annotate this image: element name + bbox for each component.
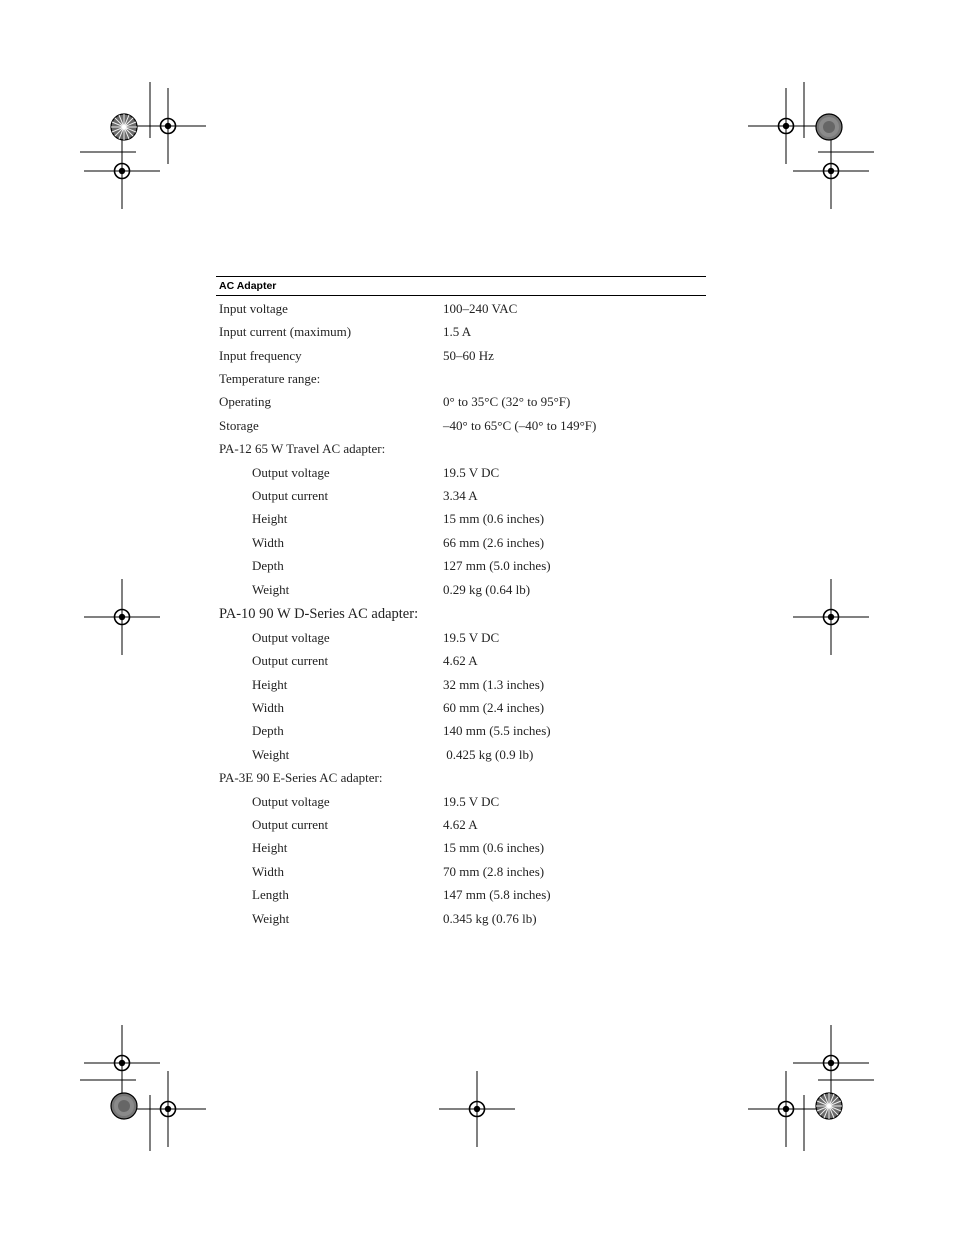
registration-mark-icon — [793, 133, 869, 209]
spec-label: Input current (maximum) — [219, 324, 352, 339]
table-row — [216, 699, 706, 721]
table-row — [216, 676, 706, 698]
registration-mark-icon — [84, 1025, 160, 1101]
gray-target-icon — [816, 114, 842, 140]
table-row — [216, 816, 706, 838]
spec-label: PA-3E 90 E-Series AC adapter: — [219, 770, 383, 785]
spec-value: 127 mm (5.0 inches) — [443, 558, 551, 573]
table-row — [216, 910, 706, 932]
spec-label: Height — [252, 840, 288, 855]
spec-value: 15 mm (0.6 inches) — [443, 511, 545, 526]
spec-value: –40° to 65°C (–40° to 149°F) — [443, 418, 597, 433]
spec-value: 3.34 A — [443, 488, 478, 503]
spec-value: 0.425 kg (0.9 lb) — [443, 747, 534, 762]
table-row — [216, 464, 706, 486]
spec-label: Height — [252, 677, 288, 692]
gray-target-icon — [111, 1093, 137, 1119]
table-row — [216, 746, 706, 768]
registration-mark-icon — [130, 88, 206, 164]
table-row — [216, 300, 706, 322]
spec-label: Width — [252, 864, 284, 879]
registration-mark-icon — [748, 1071, 824, 1147]
spec-value: 66 mm (2.6 inches) — [443, 535, 545, 550]
spec-label: Depth — [252, 723, 284, 738]
table-row — [216, 769, 706, 791]
spec-label: Output current — [252, 488, 329, 503]
table-row — [216, 487, 706, 509]
spec-value: 140 mm (5.5 inches) — [443, 723, 551, 738]
registration-mark-icon — [793, 1025, 869, 1101]
spec-value: 50–60 Hz — [443, 348, 494, 363]
table-row — [216, 440, 706, 462]
ac-adapter-spec-table — [216, 276, 706, 926]
table-row — [216, 581, 706, 603]
spec-value: 147 mm (5.8 inches) — [443, 887, 551, 902]
spec-label: Output voltage — [252, 630, 330, 645]
table-row — [216, 629, 706, 651]
spec-label: Output current — [252, 653, 329, 668]
table-row — [216, 534, 706, 556]
registration-mark-icon — [793, 579, 869, 655]
spec-value: 0° to 35°C (32° to 95°F) — [443, 394, 571, 409]
spec-label: Input voltage — [219, 301, 288, 316]
table-row — [216, 652, 706, 674]
table-row — [216, 839, 706, 861]
table-row — [216, 886, 706, 908]
spec-value: 15 mm (0.6 inches) — [443, 840, 545, 855]
spec-label: Depth — [252, 558, 284, 573]
spec-value: 32 mm (1.3 inches) — [443, 677, 545, 692]
spec-label: Operating — [219, 394, 271, 409]
table-row — [216, 605, 706, 627]
table-row — [216, 510, 706, 532]
spec-label: Input frequency — [219, 348, 302, 363]
table-row — [216, 323, 706, 345]
spec-value: 1.5 A — [443, 324, 472, 339]
registration-mark-icon — [84, 579, 160, 655]
spec-value: 4.62 A — [443, 653, 478, 668]
table-row — [216, 393, 706, 415]
spec-label: Height — [252, 511, 288, 526]
spec-label: Width — [252, 700, 284, 715]
spec-label: Temperature range: — [219, 371, 321, 386]
star-target-icon — [111, 114, 137, 140]
spec-value: 100–240 VAC — [443, 301, 518, 316]
table-row — [216, 557, 706, 579]
spec-value: 60 mm (2.4 inches) — [443, 700, 545, 715]
table-row — [216, 347, 706, 369]
table-row — [216, 793, 706, 815]
spec-label: Width — [252, 535, 284, 550]
table-row — [216, 370, 706, 392]
spec-label: Output current — [252, 817, 329, 832]
spec-label: PA-10 90 W D-Series AC adapter: — [219, 606, 419, 622]
spec-label: Weight — [252, 911, 290, 926]
spec-label: Weight — [252, 747, 290, 762]
spec-value: 4.62 A — [443, 817, 478, 832]
spec-label: Weight — [252, 582, 290, 597]
star-target-icon — [816, 1093, 842, 1119]
spec-value: 0.29 kg (0.64 lb) — [443, 582, 531, 597]
table-header: AC Adapter — [216, 276, 706, 296]
table-row — [216, 863, 706, 885]
spec-label: Output voltage — [252, 465, 330, 480]
spec-value: 0.345 kg (0.76 lb) — [443, 911, 537, 926]
spec-label: Output voltage — [252, 794, 330, 809]
spec-value: 19.5 V DC — [443, 465, 500, 480]
registration-mark-icon — [748, 88, 824, 164]
spec-label: Storage — [219, 418, 259, 433]
spec-value: 19.5 V DC — [443, 794, 500, 809]
spec-value: 70 mm (2.8 inches) — [443, 864, 545, 879]
registration-mark-icon — [130, 1071, 206, 1147]
spec-label: PA-12 65 W Travel AC adapter: — [219, 441, 386, 456]
spec-label: Length — [252, 887, 289, 902]
registration-mark-icon — [439, 1071, 515, 1147]
table-row — [216, 722, 706, 744]
registration-mark-icon — [84, 133, 160, 209]
spec-value: 19.5 V DC — [443, 630, 500, 645]
table-row — [216, 417, 706, 439]
